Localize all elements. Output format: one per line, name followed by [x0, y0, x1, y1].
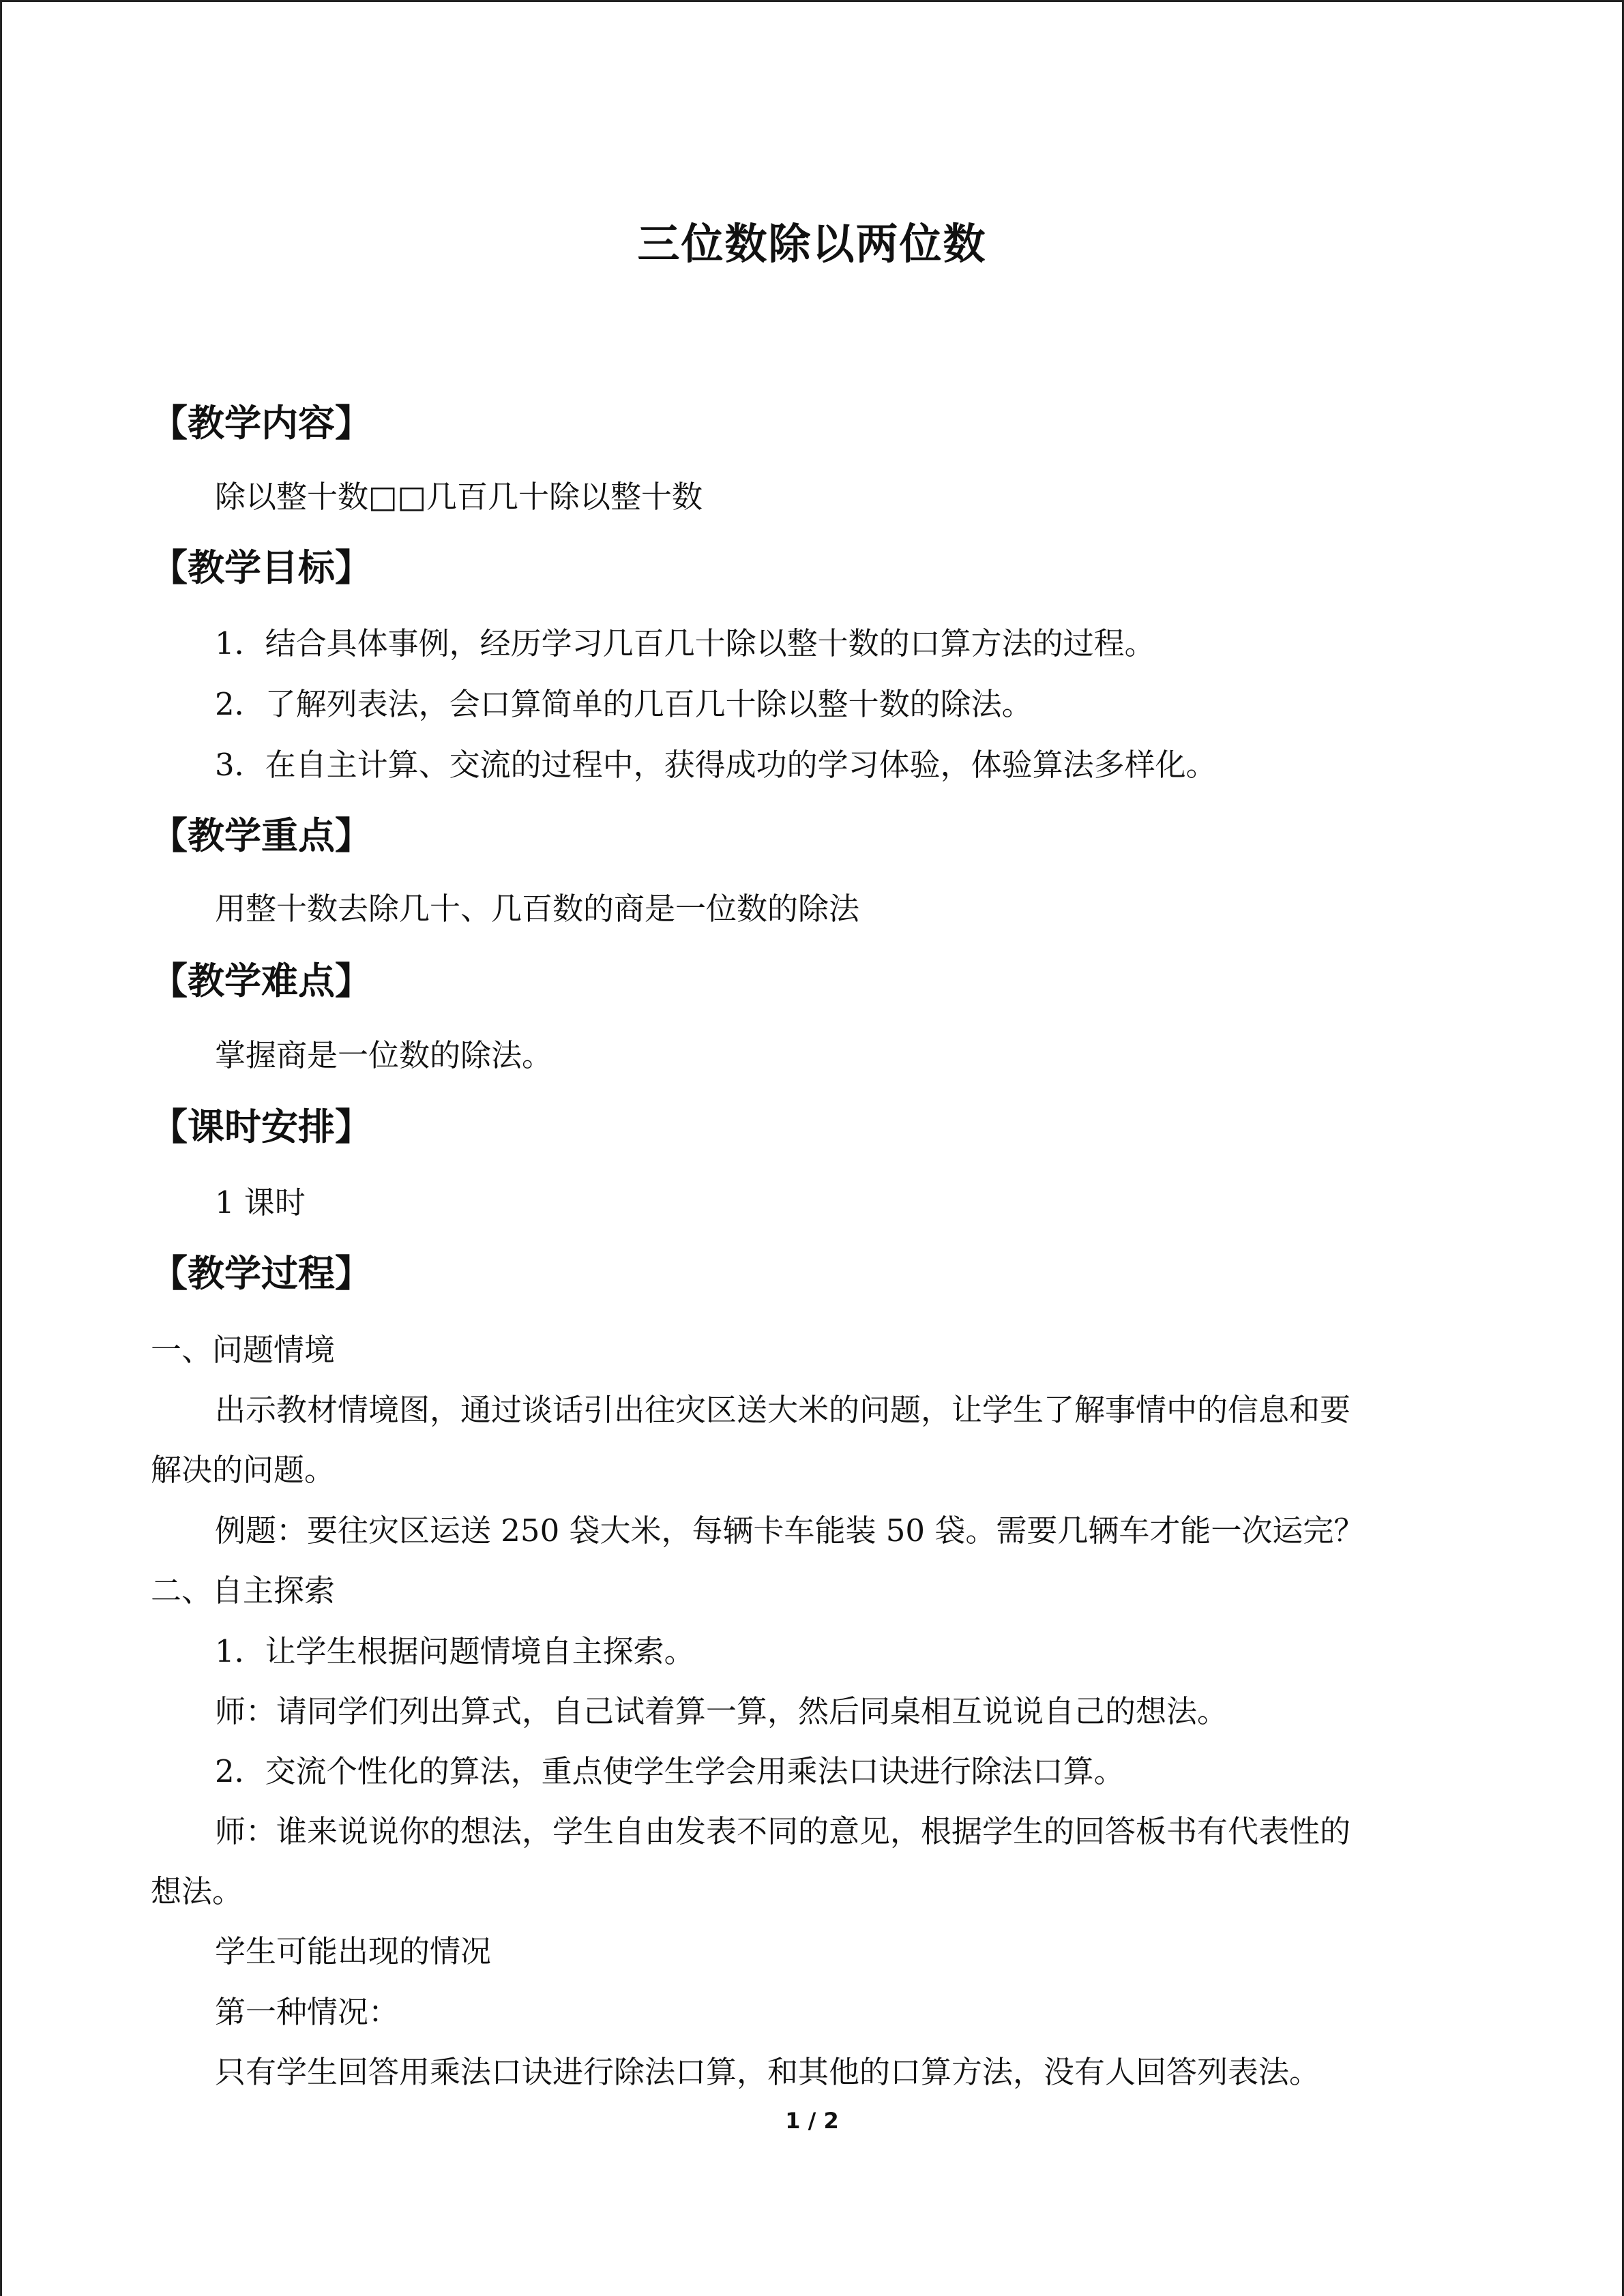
process-case-1-text: 只有学生回答用乘法口诀进行除法口算，和其他的口算方法，没有人回答列表法。 [215, 2054, 1320, 2090]
process-case-1-label: 第一种情况： [215, 1994, 400, 2030]
process-subheading-2: 二、自主探索 [151, 1572, 336, 1609]
page-title: 三位数除以两位数 [637, 219, 987, 269]
goal-item-2: 2．了解列表法，会口算简单的几百几十除以整十数的除法。 [215, 686, 1033, 722]
goal-item-1: 1．结合具体事例，经历学习几百几十除以整十数的口算方法的过程。 [215, 625, 1155, 661]
page-number: 1 / 2 [785, 2108, 839, 2134]
process-teacher-line-2-cont: 想法。 [151, 1873, 243, 1909]
section-heading-content: 【教学内容】 [151, 402, 372, 445]
section-heading-process: 【教学过程】 [151, 1252, 372, 1295]
process-paragraph-cont: 解决的问题。 [151, 1452, 336, 1488]
process-example: 例题：要往灾区运送 250 袋大米，每辆卡车能装 50 袋。需要几辆车才能一次运完？ [215, 1512, 1365, 1549]
process-possible-cases: 学生可能出现的情况 [215, 1933, 492, 1969]
section-heading-key-points: 【教学重点】 [151, 814, 372, 857]
goal-item-3: 3．在自主计算、交流的过程中，获得成功的学习体验，体验算法多样化。 [215, 747, 1217, 783]
key-points-text: 用整十数去除几十、几百数的商是一位数的除法 [215, 891, 860, 927]
process-subheading-1: 一、问题情境 [151, 1332, 336, 1368]
section-heading-difficulties: 【教学难点】 [151, 959, 372, 1002]
process-step-1: 1．让学生根据问题情境自主探索。 [215, 1633, 695, 1669]
section-heading-schedule: 【课时安排】 [151, 1105, 372, 1148]
process-teacher-line-1: 师：请同学们列出算式，自己试着算一算，然后同桌相互说说自己的想法。 [215, 1693, 1228, 1729]
process-teacher-line-2: 师：谁来说说你的想法，学生自由发表不同的意见，根据学生的回答板书有代表性的 [215, 1813, 1351, 1849]
schedule-text: 1 课时 [215, 1184, 306, 1221]
section-heading-goals: 【教学目标】 [151, 546, 372, 589]
process-step-2: 2．交流个性化的算法，重点使学生学会用乘法口诀进行除法口算。 [215, 1753, 1125, 1789]
difficulties-text: 掌握商是一位数的除法。 [215, 1037, 553, 1073]
process-paragraph: 出示教材情境图，通过谈话引出往灾区送大米的问题，让学生了解事情中的信息和要 [215, 1392, 1351, 1428]
content-text: 除以整十数□□几百几十除以整十数 [215, 479, 703, 515]
